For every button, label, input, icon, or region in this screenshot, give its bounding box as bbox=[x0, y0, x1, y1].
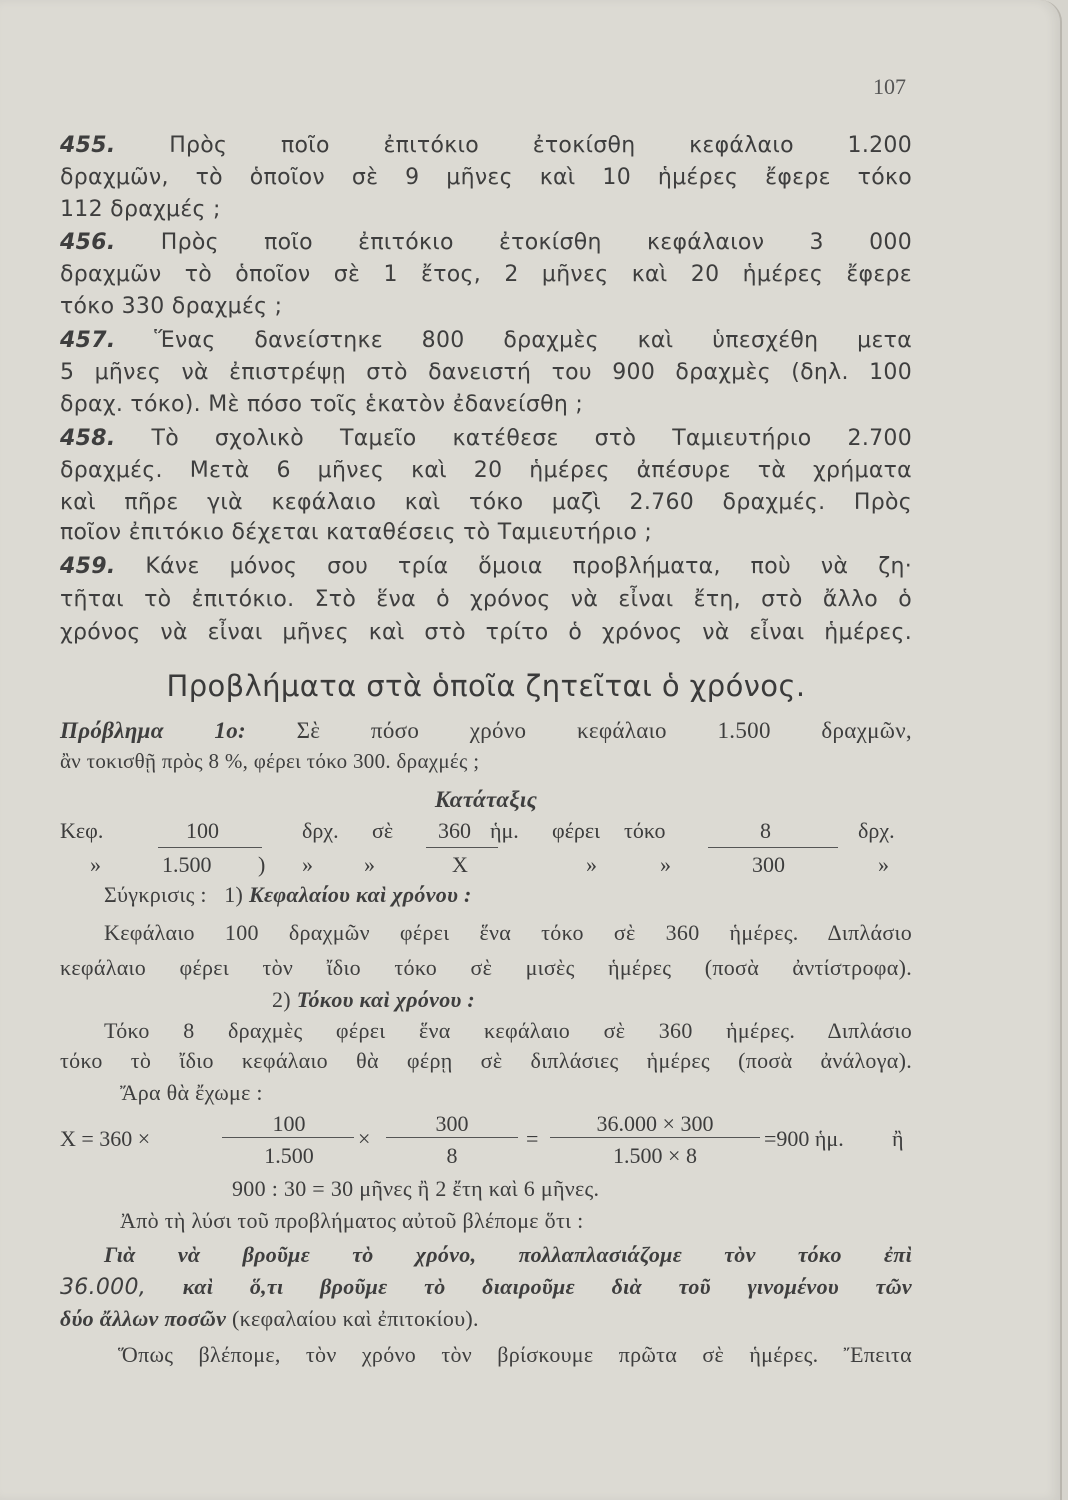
setup-cell: » bbox=[364, 852, 375, 877]
rule-line-3 bbox=[60, 1304, 912, 1334]
exercise-456-line-1 bbox=[60, 228, 912, 258]
setup-cell: Κεφ. bbox=[60, 818, 104, 843]
fraction-1-numerator: 100 bbox=[272, 1111, 306, 1136]
setup-cell: » bbox=[302, 852, 313, 877]
setup-cell: » bbox=[878, 852, 889, 877]
setup-cell: 1.500 bbox=[162, 852, 212, 877]
equation-or: ἢ bbox=[892, 1126, 904, 1151]
comparison-item2-line-2: τόκο τὸ ἴδιο κεφάλαιο θὰ φέρῃ σὲ διπλάσιες ἡμέρες (ποσὰ ἀνάλογα). bbox=[60, 1048, 912, 1073]
exercise-459-line-3: χρόνος νὰ εἶναι μῆνες καὶ στὸ τρίτο ὁ χρόνος νὰ εἶναι ἡμέρες. bbox=[60, 620, 912, 645]
setup-cell: ἡμ. bbox=[490, 818, 519, 843]
underline bbox=[708, 847, 838, 848]
setup-cell: σὲ bbox=[372, 818, 394, 843]
comparison-item2-header bbox=[272, 985, 912, 1015]
problem-label: Πρόβλημα 1ο: bbox=[60, 718, 246, 743]
exercise-459-line-2: τῆται τὸ ἐπιτόκιο. Στὸ ἕνα ὁ χρόνος νὰ εἶναι ἔτη, στὸ ἄλλο ὁ bbox=[60, 587, 912, 612]
comparison-item2-number: 2) bbox=[272, 987, 291, 1012]
equation-lhs: X = 360 × bbox=[60, 1126, 151, 1151]
setup-cell: 8 bbox=[760, 818, 771, 843]
equals-sign: = bbox=[526, 1126, 539, 1151]
fraction-2-denominator: 8 bbox=[446, 1143, 458, 1168]
exercise-458-line-2: δραχμές. Μετὰ 6 μῆνες καὶ 20 ἡμέρες ἀπέσυρε τὰ χρήματα bbox=[60, 458, 912, 483]
exercise-458-line-4: ποῖον ἐπιτόκιο δέχεται καταθέσεις τὸ Ταμιευτήριο ; bbox=[60, 520, 653, 545]
exercise-457-line-1 bbox=[60, 326, 912, 356]
setup-cell: ) bbox=[258, 852, 266, 877]
setup-cell: δρχ. bbox=[302, 818, 339, 843]
fraction-3-denominator: 1.500 × 8 bbox=[613, 1143, 697, 1168]
setup-cell: X bbox=[452, 852, 468, 877]
problem-text: Σὲ πόσο χρόνο κεφάλαιο 1.500 δραχμῶν, bbox=[296, 718, 912, 743]
setup-title bbox=[60, 785, 912, 815]
exercise-457-line-3: δραχ. τόκο). Μὲ πόσο τοῖς ἑκατὸν ἐδανείσθη ; bbox=[60, 392, 584, 417]
fraction-bar bbox=[550, 1137, 760, 1138]
exercise-text: Ἕνας δανείστηκε 800 δραχμὲς καὶ ὑπεσχέθη μετα bbox=[154, 328, 912, 353]
exercise-number: 458. bbox=[60, 426, 116, 451]
setup-cell: » bbox=[90, 852, 101, 877]
problem-line-1 bbox=[60, 716, 912, 746]
comparison-item2-line-1: Τόκο 8 δραχμὲς φέρει ἕνα κεφάλαιο σὲ 360 ἡμέρες. Διπλάσιο bbox=[104, 1018, 912, 1043]
equation-2: 900 : 30 = 30 μῆνες ἢ 2 ἔτη καὶ 6 μῆνες. bbox=[232, 1176, 600, 1201]
rule-text: καὶ ὅ,τι βροῦμε τὸ διαιροῦμε διὰ τοῦ γινομένου τῶν bbox=[182, 1274, 912, 1299]
exercise-455-line-2: δραχμῶν, τὸ ὁποῖον σὲ 9 μῆνες καὶ 10 ἡμέρες ἔφερε τόκο bbox=[60, 165, 912, 190]
setup-cell: 300 bbox=[752, 852, 785, 877]
fraction-bar bbox=[386, 1137, 518, 1138]
conclusion-intro: Ἀπὸ τὴ λύσι τοῦ προβλήματος αὐτοῦ βλέπομε ὅτι : bbox=[120, 1208, 584, 1233]
section-heading: Προβλήματα στὰ ὁποῖα ζητεῖται ὁ χρόνος. bbox=[166, 669, 806, 703]
exercise-text: Πρὸς ποῖο ἐπιτόκιο ἐτοκίσθη κεφάλαιο 1.200 bbox=[169, 133, 913, 158]
setup-cell: » bbox=[660, 852, 671, 877]
setup-cell: » bbox=[586, 852, 597, 877]
rule-line-1: Γιὰ νὰ βροῦμε τὸ χρόνο, πολλαπλασιάζομε τὸν τόκο ἐπὶ bbox=[104, 1242, 912, 1267]
exercise-458-line-1 bbox=[60, 424, 912, 454]
exercise-458-line-3: καὶ πῆρε γιὰ κεφάλαιο καὶ τόκο μαζὶ 2.760 δραχμές. Πρὸς bbox=[60, 490, 912, 515]
setup-cell: τόκο bbox=[624, 818, 666, 843]
fraction-3-numerator: 36.000 × 300 bbox=[596, 1111, 714, 1136]
exercise-459-line-1 bbox=[60, 552, 912, 582]
rule-line-2 bbox=[60, 1272, 912, 1303]
exercise-text: Κάνε μόνος σου τρία ὅμοια προβλήματα, ποὺ νὰ ζη· bbox=[145, 554, 913, 579]
exercise-number: 456. bbox=[60, 230, 116, 255]
setup-cell: 360 bbox=[438, 818, 471, 843]
comparison-item1-title: Κεφαλαίου καὶ χρόνου : bbox=[248, 882, 472, 907]
underline bbox=[158, 847, 262, 848]
setup-cell: 100 bbox=[186, 818, 219, 843]
fraction-bar bbox=[222, 1137, 354, 1138]
exercise-number: 455. bbox=[60, 133, 116, 158]
comparison-item1-line-1: Κεφάλαιο 100 δραχμῶν φέρει ἕνα τόκο σὲ 360 ἡμέρες. Διπλάσιο bbox=[104, 920, 912, 945]
times-sign: × bbox=[358, 1126, 371, 1151]
comparison-item1-line-2: κεφάλαιο φέρει τὸν ἴδιο τόκο σὲ μισὲς ἡμέρες (ποσὰ ἀντίστροφα). bbox=[60, 955, 912, 980]
setup-cell: φέρει bbox=[552, 818, 601, 843]
exercise-text: Πρὸς ποῖο ἐπιτόκιο ἐτοκίσθη κεφάλαιον 3 000 bbox=[160, 230, 912, 255]
fraction-2-numerator: 300 bbox=[435, 1111, 469, 1136]
setup-cell: δρχ. bbox=[858, 818, 895, 843]
exercise-455-line-1 bbox=[60, 131, 912, 161]
rule-number: 36.000, bbox=[60, 1275, 147, 1300]
page-number: 107 bbox=[873, 74, 906, 99]
exercise-455-line-3: 112 δραχμές ; bbox=[60, 197, 221, 222]
setup-title-text: Κατάταξις bbox=[434, 787, 538, 812]
exercise-number: 457. bbox=[60, 328, 116, 353]
last-line: Ὅπως βλέπομε, τὸν χρόνο τὸν βρίσκουμε πρῶτα σὲ ἡμέρες. Ἔπειτα bbox=[118, 1342, 912, 1367]
problem-line-2: ἂν τοκισθῇ πρὸς 8 %, φέρει τόκο 300. δραχμές ; bbox=[60, 749, 480, 773]
exercise-text: Τὸ σχολικὸ Ταμεῖο κατέθεσε στὸ Ταμιευτήριο 2.700 bbox=[151, 426, 912, 451]
exercise-456-line-3: τόκο 330 δραχμές ; bbox=[60, 294, 283, 319]
exercise-number: 459. bbox=[60, 554, 116, 579]
rule-note: (κεφαλαίου καὶ ἐπιτοκίου). bbox=[231, 1306, 479, 1331]
comparison-item1-number: 1) bbox=[224, 882, 244, 907]
comparison-item2-title: Τόκου καὶ χρόνου : bbox=[296, 987, 476, 1012]
equation-result: =900 ἡμ. bbox=[764, 1126, 844, 1151]
comparison-label: Σύγκρισις : bbox=[104, 882, 207, 907]
underline bbox=[426, 847, 498, 848]
therefore-line: Ἄρα θὰ ἔχωμε : bbox=[120, 1080, 263, 1105]
exercise-457-line-2: 5 μῆνες νὰ ἐπιστρέψῃ στὸ δανειστή του 900 δραχμὲς (δηλ. 100 bbox=[60, 360, 912, 385]
comparison-header bbox=[104, 880, 912, 910]
exercise-456-line-2: δραχμῶν τὸ ὁποῖον σὲ 1 ἔτος, 2 μῆνες καὶ 20 ἡμέρες ἔφερε bbox=[60, 262, 912, 287]
fraction-1-denominator: 1.500 bbox=[264, 1143, 314, 1168]
rule-emphasis: δύο ἄλλων ποσῶν bbox=[60, 1306, 227, 1331]
